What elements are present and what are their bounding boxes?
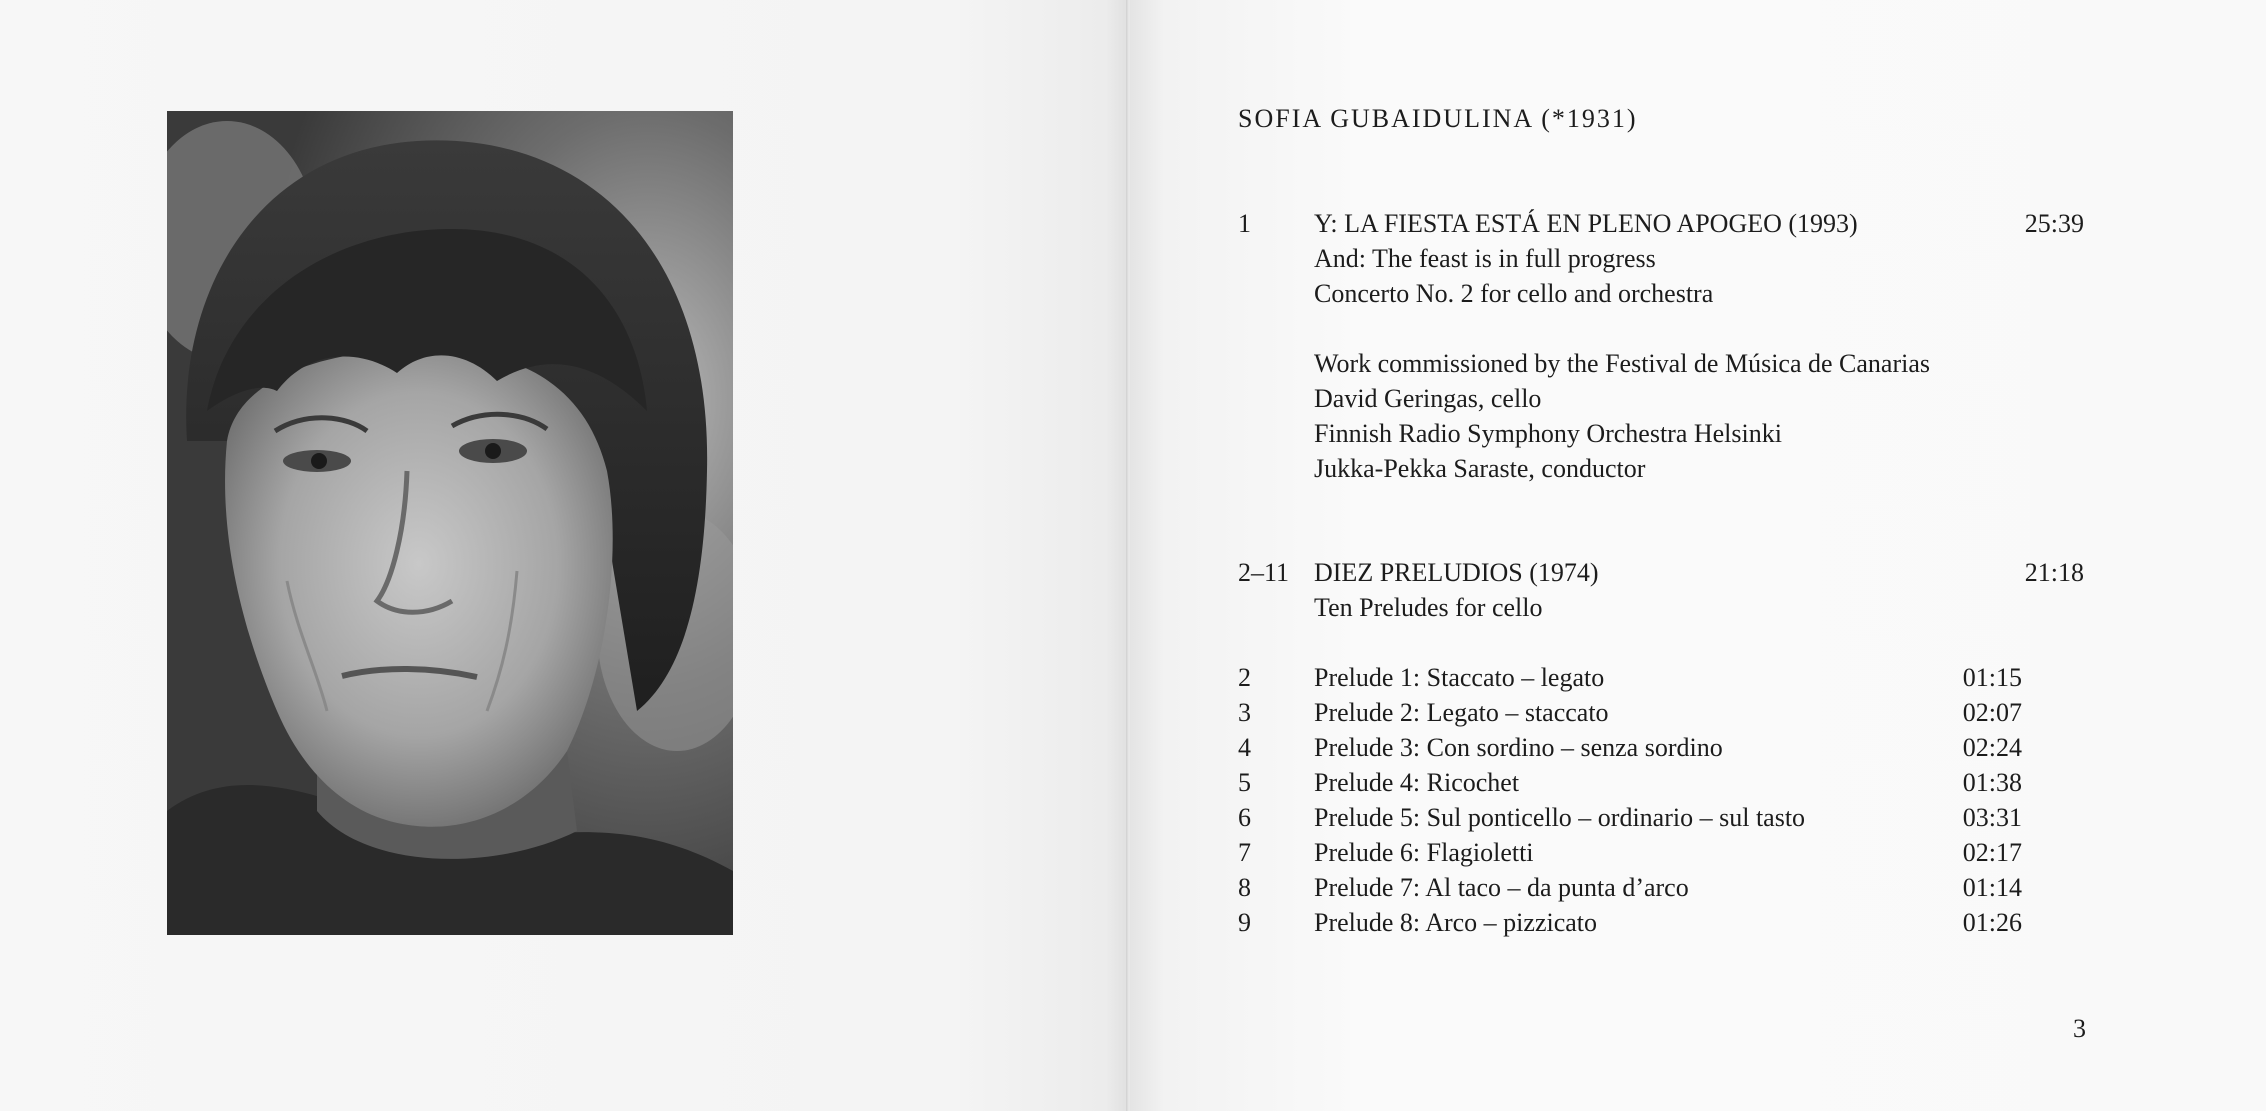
track-number: 6 [1238,803,1251,832]
work-2-duration: 21:18 [2024,558,2084,587]
track-duration: 01:15 [1962,663,2022,692]
left-page [0,0,1128,1111]
work-2-subtitle: Ten Preludes for cello [1314,593,1543,622]
track-title: Prelude 1: Staccato – legato [1314,663,1605,692]
work-1-title: Y: LA FIESTA ESTÁ EN PLENO APOGEO (1993) [1314,209,1858,238]
track-list-item [1238,905,2022,940]
work-1-duration: 25:39 [2024,209,2084,238]
track-number: 4 [1238,733,1251,762]
track-number: 7 [1238,838,1251,867]
work-2-header [1238,555,2084,590]
track-title: Prelude 6: Flagioletti [1314,838,1534,867]
work-1-track-number: 1 [1238,209,1251,238]
work-1-credit-commission: Work commissioned by the Festival de Música de Canarias [1314,349,1931,378]
work-2-title: DIEZ PRELUDIOS (1974) [1314,558,1599,587]
track-number: 2 [1238,663,1251,692]
track-list-item [1238,660,2022,695]
composer-portrait-photo [167,111,733,935]
track-duration: 02:24 [1962,733,2022,762]
track-title: Prelude 4: Ricochet [1314,768,1520,797]
work-1-credit-soloist: David Geringas, cello [1314,384,1542,413]
track-duration: 01:26 [1962,908,2022,937]
track-duration: 03:31 [1962,803,2022,832]
track-title: Prelude 2: Legato – staccato [1314,698,1609,727]
track-title: Prelude 3: Con sordino – senza sordino [1314,733,1723,762]
page-number: 3 [2073,1014,2086,1043]
work-1-subtitle-2: Concerto No. 2 for cello and orchestra [1314,279,1714,308]
work-2-track-range: 2–11 [1238,558,1290,587]
work-1-header [1238,206,2084,241]
track-list-item [1238,870,2022,905]
prelude-track-list [1238,660,2022,940]
track-list-item [1238,800,2022,835]
track-duration: 02:07 [1962,698,2022,727]
work-1-subtitle-1: And: The feast is in full progress [1314,244,1656,273]
track-list-item [1238,765,2022,800]
track-title: Prelude 7: Al taco – da punta d’arco [1314,873,1689,902]
track-duration: 02:17 [1962,838,2022,867]
composer-heading: SOFIA GUBAIDULINA (*1931) [1238,104,1638,133]
work-1-credit-orchestra: Finnish Radio Symphony Orchestra Helsinki [1314,419,1782,448]
work-1-credit-conductor: Jukka-Pekka Saraste, conductor [1314,454,1646,483]
track-title: Prelude 8: Arco – pizzicato [1314,908,1598,937]
track-list-item [1238,730,2022,765]
track-duration: 01:38 [1962,768,2022,797]
track-number: 9 [1238,908,1251,937]
track-number: 8 [1238,873,1251,902]
track-number: 5 [1238,768,1251,797]
track-list-item [1238,835,2022,870]
track-number: 3 [1238,698,1251,727]
track-title: Prelude 5: Sul ponticello – ordinario – sul tasto [1314,803,1806,832]
portrait-image [167,111,733,935]
track-list-item [1238,695,2022,730]
track-duration: 01:14 [1962,873,2022,902]
